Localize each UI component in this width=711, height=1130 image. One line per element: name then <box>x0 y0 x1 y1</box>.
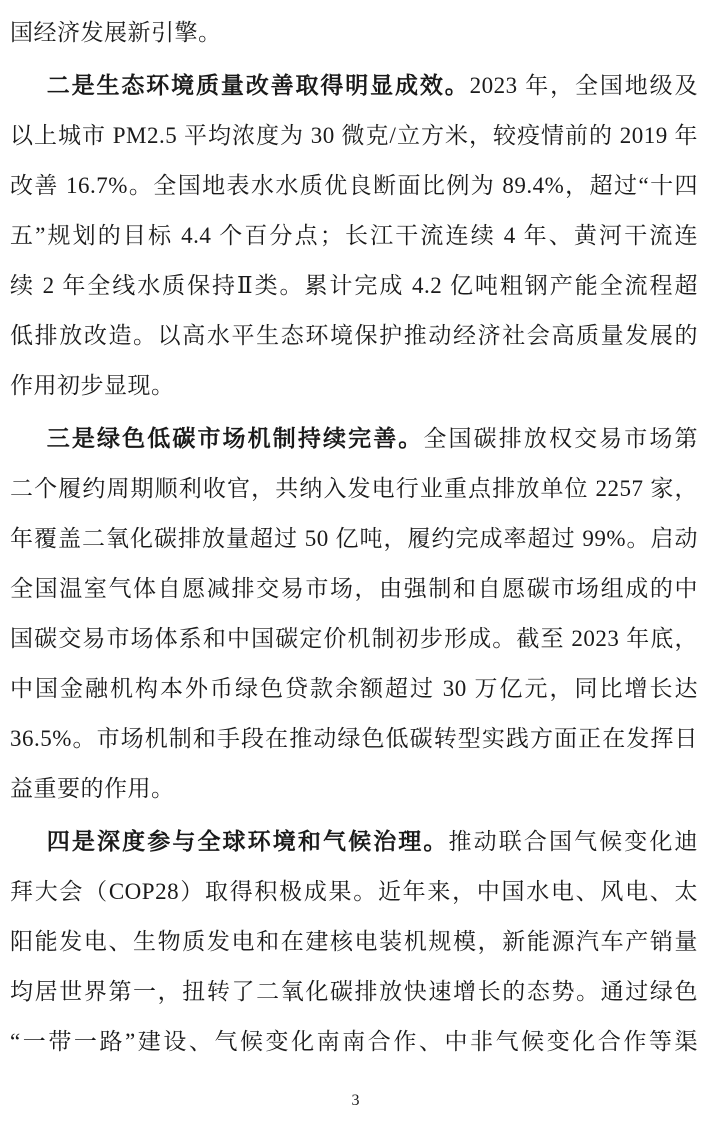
text-line <box>10 917 698 967</box>
text-line <box>10 714 698 764</box>
text-line <box>10 867 698 917</box>
body-text: 五”规划的目标 4.4 个百分点；长江干流连续 4 年、黄河干流连 <box>10 223 698 248</box>
paragraph-lead-text: 二是生态环境质量改善取得明显成效。 <box>46 73 470 98</box>
paragraph <box>10 817 698 1067</box>
text-line <box>10 967 698 1017</box>
paragraph <box>10 414 698 814</box>
body-text: 拜大会（COP28）取得积极成果。近年来，中国水电、风电、太 <box>10 879 698 904</box>
body-text: 中国金融机构本外币绿色贷款余额超过 30 万亿元，同比增长达 <box>10 676 698 701</box>
paragraph-lead-text: 三是绿色低碳市场机制持续完善。 <box>46 426 424 451</box>
text-line <box>10 564 698 614</box>
paragraph <box>10 8 698 58</box>
body-text: 阳能发电、生物质发电和在建核电装机规模，新能源汽车产销量 <box>10 929 698 954</box>
text-line <box>10 61 698 111</box>
body-text: 续 2 年全线水质保持Ⅱ类。累计完成 4.2 亿吨粗钢产能全流程超 <box>10 273 698 298</box>
body-text: 益重要的作用。 <box>10 776 175 801</box>
body-text: 低排放改造。以高水平生态环境保护推动经济社会高质量发展的 <box>10 323 698 348</box>
page-footer <box>0 1092 711 1110</box>
body-text: 改善 16.7%。全国地表水水质优良断面比例为 89.4%，超过“十四 <box>10 173 698 198</box>
page-number: 3 <box>351 1092 360 1109</box>
text-line <box>10 261 698 311</box>
document-content <box>10 8 698 1067</box>
paragraph <box>10 61 698 411</box>
text-line <box>10 817 698 867</box>
paragraph-lead-text: 四是深度参与全球环境和气候治理。 <box>46 829 449 854</box>
text-line <box>10 664 698 714</box>
text-line <box>10 1017 698 1067</box>
text-line <box>10 8 698 58</box>
text-line <box>10 361 698 411</box>
body-text: “一带一路”建设、气候变化南南合作、中非气候变化合作等渠 <box>10 1029 698 1054</box>
text-line <box>10 161 698 211</box>
text-line <box>10 111 698 161</box>
text-line <box>10 614 698 664</box>
text-line <box>10 764 698 814</box>
body-text: 全国温室气体自愿减排交易市场，由强制和自愿碳市场组成的中 <box>10 576 698 601</box>
text-line <box>10 514 698 564</box>
text-line <box>10 211 698 261</box>
body-text: 全国碳排放权交易市场第 <box>423 426 698 451</box>
body-text: 以上城市 PM2.5 平均浓度为 30 微克/立方米，较疫情前的 2019 年 <box>10 123 698 148</box>
body-text: 年覆盖二氧化碳排放量超过 50 亿吨，履约完成率超过 99%。启动 <box>10 526 698 551</box>
body-text: 二个履约周期顺利收官，共纳入发电行业重点排放单位 2257 家， <box>10 476 698 501</box>
body-text: 36.5%。市场机制和手段在推动绿色低碳转型实践方面正在发挥日 <box>10 726 698 751</box>
body-text: 作用初步显现。 <box>10 373 175 398</box>
text-line <box>10 311 698 361</box>
text-line <box>10 414 698 464</box>
body-text: 推动联合国气候变化迪 <box>448 829 698 854</box>
text-line <box>10 464 698 514</box>
body-text: 均居世界第一，扭转了二氧化碳排放快速增长的态势。通过绿色 <box>10 979 698 1004</box>
body-text: 国碳交易市场体系和中国碳定价机制初步形成。截至 2023 年底， <box>10 626 698 651</box>
body-text: 2023 年，全国地级及 <box>469 73 698 98</box>
body-text: 国经济发展新引擎。 <box>10 20 222 45</box>
